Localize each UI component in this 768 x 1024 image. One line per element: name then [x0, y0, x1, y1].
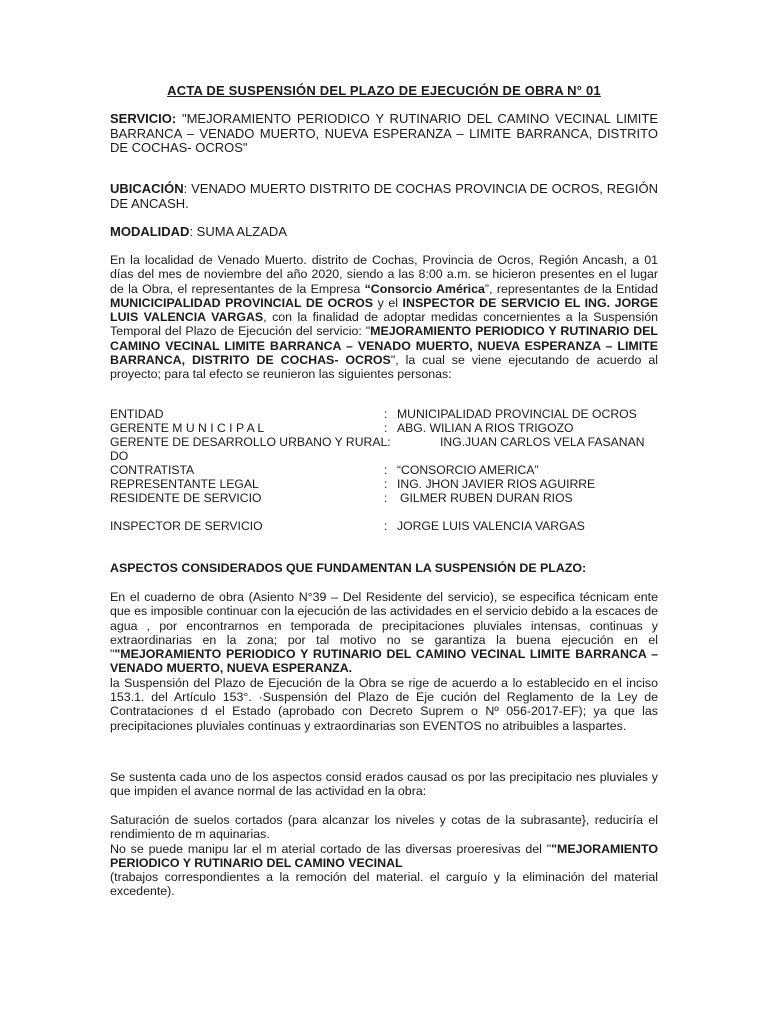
saturacion-paragraph [110, 813, 658, 899]
servicio-section [110, 112, 658, 156]
persona-colon: : [384, 519, 388, 533]
persona-colon: : [384, 491, 388, 505]
servicio-text: "MEJORAMIENTO PERIODICO Y RUTINARIO DEL CAMINO VECINAL LIMITE BARRANCA – VENADO MUERTO, NUEVA ESPERANZA – LIMITE BARRANCA, DISTRITO DE COCHAS- OCROS" [110, 111, 658, 156]
persona-name: MUNICIPALIDAD PROVINCIAL DE OCROS [397, 407, 637, 421]
intro-text-5: ", la cual se viene ejecutando de acuerdo al proyecto; para tal efecto se reunieron las siguientes personas: [110, 353, 658, 382]
ubicacion-text: : VENADO MUERTO DISTRITO DE COCHAS PROVINCIA DE OCROS, REGIÓN DE ANCASH. [110, 181, 658, 211]
ubicacion-label: UBICACIÓN [110, 181, 184, 196]
persona-name: “CONSORCIO AMERICA” [397, 463, 539, 477]
sustenta-paragraph: Se sustenta cada uno de los aspectos consid erados causad os por las precipitacio nes pluviales y que impiden el avance normal de las actividad en la obra: [110, 770, 658, 799]
persona-name: GILMER RUBEN DURAN RIOS [400, 491, 573, 505]
persona-role: DO [110, 449, 129, 463]
modalidad-text: : SUMA ALZADA [189, 224, 287, 239]
modalidad-label: MODALIDAD [110, 224, 190, 239]
persona-name: JORGE LUIS VALENCIA VARGAS [397, 519, 585, 533]
aspectos-text-1: En el cuaderno de obra (Asiento N°39 – Del Residente del servicio), se especifica técnicam ente que es imposible continuar con la ejecución de las actividades en el servicio debido a la escaces de agua , por encontrarnos en temporada de precipitaciones pluviales intensas, continuas y extraordinarias en la zona; por tal motivo no se garantiza la buena ejecución en el " [110, 590, 658, 662]
entidad-name: MUNICICIPALIDAD PROVINCIAL DE OCROS [110, 295, 374, 310]
aspectos-heading: ASPECTOS CONSIDERADOS QUE FUNDAMENTAN LA SUSPENSIÓN DE PLAZO: [110, 561, 587, 575]
intro-servicio-bold: MEJORAMIENTO PERIODICO Y RUTINARIO DEL CAMINO VECINAL LIMITE BARRANCA – VENADO MUERTO, NUEVA ESPERANZA – LIMITE BARRANCA, DISTRITO DE COCHAS- OCROS [110, 324, 658, 368]
intro-text-3: y el [373, 295, 403, 310]
persona-colon: : [384, 407, 388, 421]
saturacion-text-3: (trabajos correspondientes a la remoción del material. el carguío y la eliminación del material excedente). [110, 870, 658, 899]
ubicacion-section [110, 182, 658, 211]
persona-role: RESIDENTE DE SERVICIO [110, 491, 262, 505]
inspector-name: INSPECTOR DE SERVICIO EL ING. JORGE LUIS VALENCIA VARGAS [110, 295, 658, 325]
persona-name: ING. JHON JAVIER RIOS AGUIRRE [397, 477, 596, 491]
aspectos-text-2: la Suspensión del Plazo de Ejecución de la Obra se rige de acuerdo a lo establecido en el inciso 153.1. del Artículo 153°. ·Suspensión del Plazo de Eje cución del Reglamento de la Ley de Contrataciones d el Estado (aprobado con Decreto Suprem o Nº 056-2017-EF); ya que las precipitaciones pluviales continuas y extraordinarias son EVENTOS no atribuibles a laspartes. [110, 675, 658, 733]
saturacion-text-2: No se puede manipu lar el m aterial cortado de las diversas proeresivas del " [110, 841, 552, 856]
modalidad-section [110, 225, 658, 240]
persona-role: ENTIDAD [110, 407, 164, 421]
empresa-name: “Consorcio América [364, 281, 485, 296]
persona-colon: : [384, 463, 388, 477]
servicio-label: SERVICIO: [110, 111, 177, 126]
intro-text-2: ”, representantes de la Entidad [484, 281, 659, 296]
intro-text-1: En la localidad de Venado Muerto. distrito de Cochas, Provincia de Ocros, Región Ancash, a 01 días del mes de noviembre del año 2020, siendo a las 8:00 a.m. se hicieron presentes en el lugar de la Obra, el representantes de la Empresa [110, 253, 658, 296]
intro-paragraph [110, 253, 658, 382]
aspectos-paragraph [110, 590, 658, 733]
aspectos-servicio-bold: "MEJORAMIENTO PERIODICO Y RUTINARIO DEL CAMINO VECINAL LIMITE BARRANCA – VENADO MUERTO, NUEVA ESPERANZA. [110, 647, 658, 676]
persona-name: ING.JUAN CARLOS VELA FASANAN [440, 435, 645, 449]
persona-role: INSPECTOR DE SERVICIO [110, 519, 263, 533]
persona-role: GERENTE M U N I C I P A L [110, 421, 265, 435]
intro-text-4: , con la finalidad de adoptar medidas concernientes a la Suspensión Temporal del Plazo de Ejecución del servicio: " [110, 310, 658, 339]
saturacion-text-1: Saturación de suelos cortados (para alcanzar los niveles y cotas de la subrasante}, reduciría el rendimiento de m aquinarias. [110, 813, 658, 842]
persona-colon: : [384, 477, 388, 491]
persona-role: GERENTE DE DESARROLLO URBANO Y RURAL: [110, 435, 391, 449]
document-title: ACTA DE SUSPENSIÓN DEL PLAZO DE EJECUCIÓN DE OBRA N° 01 [167, 83, 601, 98]
persona-name: ABG. WILIAN A RIOS TRIGOZO [397, 421, 574, 435]
saturacion-servicio-bold: "MEJORAMIENTO PERIODICO Y RUTINARIO DEL CAMINO VECINAL [110, 841, 658, 870]
persona-role: CONTRATISTA [110, 463, 195, 477]
persona-colon: : [384, 421, 388, 435]
persona-role: REPRESENTANTE LEGAL [110, 477, 259, 491]
